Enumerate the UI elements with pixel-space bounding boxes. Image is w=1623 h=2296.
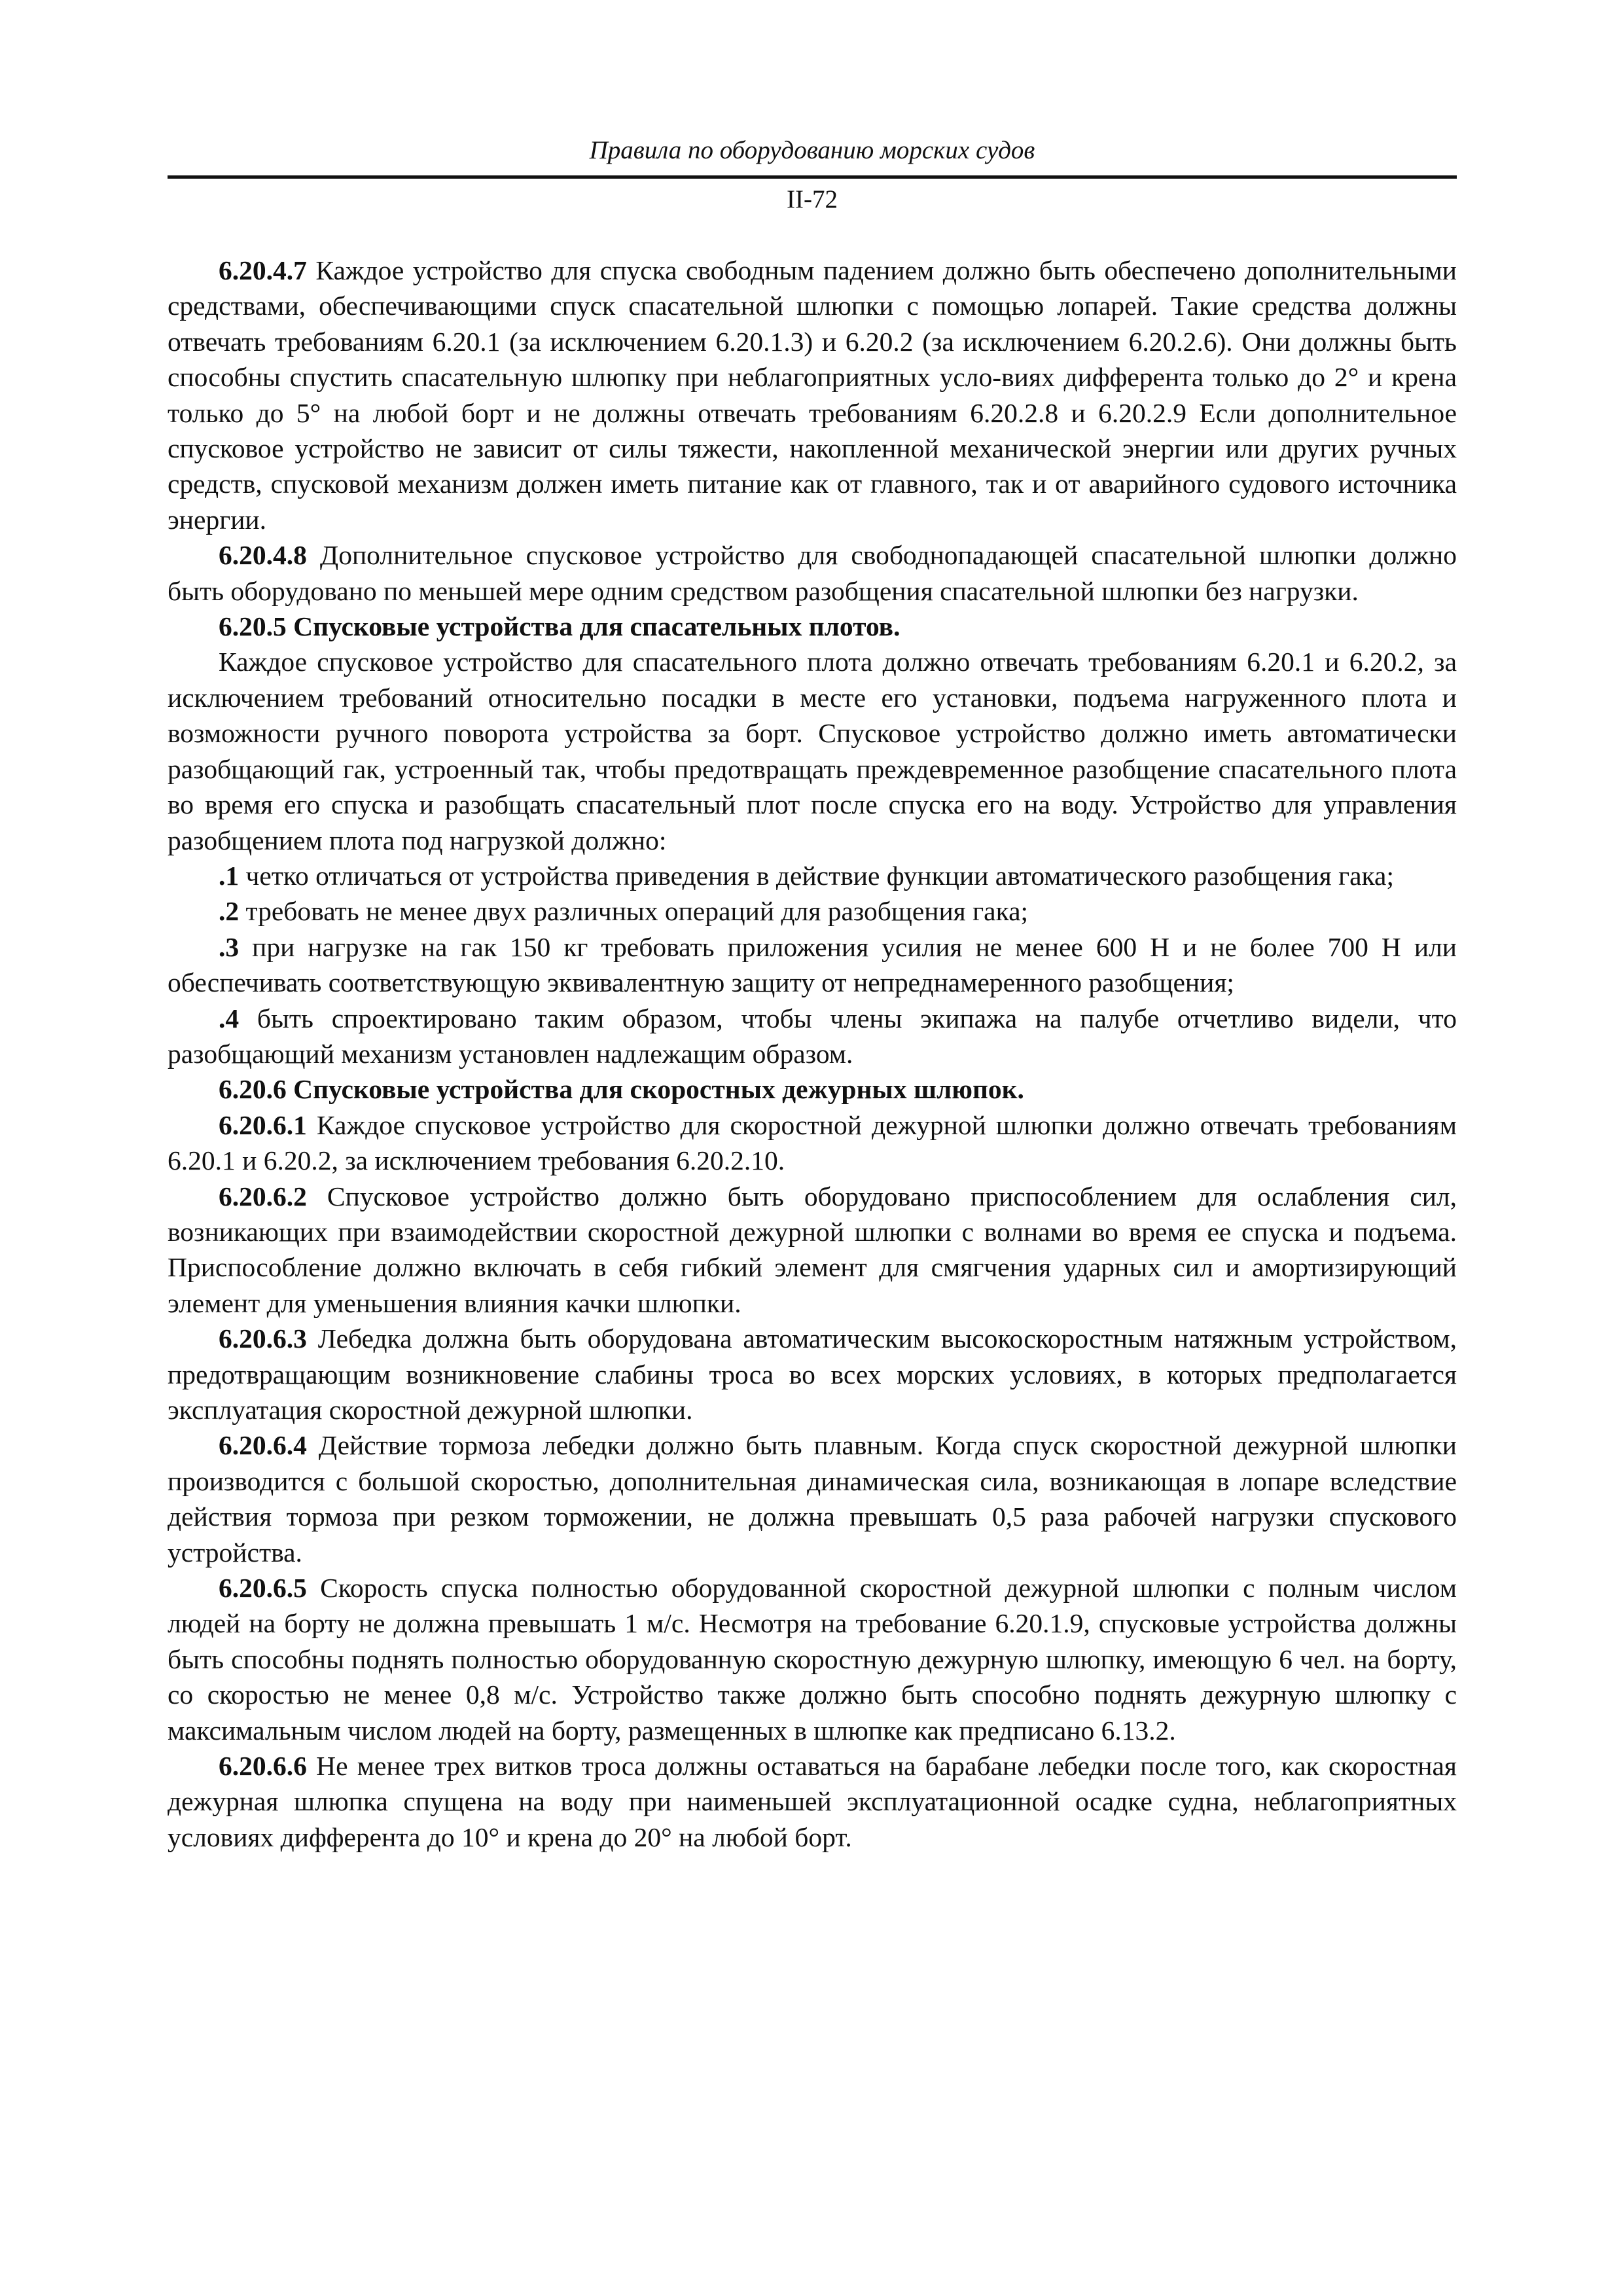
paragraph-6-20-6-2 [168, 1179, 1457, 1321]
paragraph-6-20-5-body [168, 644, 1457, 857]
clause-number: 6.20.6.3 [219, 1323, 307, 1354]
list-item-number: .4 [219, 1003, 240, 1033]
paragraph-text: Не менее трех витков троса должны оставаться на барабане лебедки после того, как скоростная дежурная шлюпка спущена на воду при наименьшей эксплуатационной осадке судна, неблагоприятных условиях дифферента до 10° и крена до 20° на любой борт. [168, 1751, 1457, 1852]
paragraph-text: Каждое спусковое устройство для скоростной дежурной шлюпки должно отвечать требованиям 6.20.1 и 6.20.2, за исключением требования 6.20.2.10. [168, 1109, 1457, 1176]
paragraph-text: Дополнительное спусковое устройство для свободнопадающей спасательной шлюпки должно быть оборудовано по меньшей мере одним средством разобщения спасательной шлюпки без нагрузки. [168, 540, 1457, 606]
paragraph-6-20-6-1 [168, 1107, 1457, 1179]
section-heading-text: Спусковые устройства для скоростных дежурных шлюпок. [286, 1074, 1024, 1105]
paragraph-text: Спусковое устройство должно быть оборудовано приспособлением для ослабления сил, возникающих при взаимодействии скоростной дежурной шлюпки с волнами во время ее спуска и подъема. Приспособление должно включать в себя гибкий элемент для смягчения ударных сил и амортизирующий элемент для уменьшения влияния качки шлюпки. [168, 1181, 1457, 1318]
document-body [168, 253, 1457, 1855]
clause-number: 6.20.6 [219, 1074, 287, 1105]
paragraph-text: Каждое спусковое устройство для спасательного плота должно отвечать требованиям 6.20.1 и 6.20.2, за исключением требований относительно посадки в месте его установки, подъема нагруженного плота и возможности ручного поворота устройства за борт. Спусковое устройство должно иметь автоматически разобщающий гак, устроенный так, чтобы предотвращать преждевременное разобщение спасательного плота во время его спуска и разобщать спасательный плот после спуска его на воду. Устройство для управления разобщением плота под нагрузкой должно: [168, 647, 1457, 855]
clause-number: 6.20.5 [219, 611, 287, 642]
list-item-number: .3 [219, 931, 240, 962]
clause-number: 6.20.6.2 [219, 1181, 307, 1211]
paragraph-6-20-4-8 [168, 537, 1457, 609]
list-item-4 [168, 1001, 1457, 1072]
list-item-1 [168, 858, 1457, 893]
list-item-2 [168, 893, 1457, 929]
running-header: Правила по оборудованию морских судов [589, 136, 1035, 164]
paragraph-text: Скорость спуска полностью оборудованной скоростной дежурной шлюпки с полным числом людей на борту не должна превышать 1 м/с. Несмотря на требование 6.20.1.9, спусковые устройства должны быть способны поднять полностью оборудованную скоростную дежурную шлюпку, имеющую 6 чел. на борту, со скоростью не менее 0,8 м/с. Устройство также должно быть способно поднять дежурную шлюпку с максимальным числом людей на борту, размещенных в шлюпке как предписано 6.13.2. [168, 1573, 1457, 1746]
list-item-number: .1 [219, 860, 240, 891]
list-item-3 [168, 929, 1457, 1001]
paragraph-6-20-6-4 [168, 1427, 1457, 1570]
clause-number: 6.20.6.1 [219, 1109, 307, 1140]
clause-number: 6.20.6.4 [219, 1430, 307, 1461]
header-rule [168, 175, 1457, 179]
clause-number: 6.20.4.7 [219, 255, 307, 285]
list-item-number: .2 [219, 896, 240, 927]
list-item-text: при нагрузке на гак 150 кг требовать приложения усилия не менее 600 Н и не более 700 Н или обеспечивать соответствующую эквивалентную защиту от непреднамеренного разобщения; [168, 931, 1457, 998]
paragraph-text: Лебедка должна быть оборудована автоматическим высокоскоростным натяжным устройством, предотвращающим возникновение слабины троса во всех морских условиях, в которых предполагается эксплуатация скоростной дежурной шлюпки. [168, 1323, 1457, 1425]
section-heading-6-20-6 [168, 1071, 1457, 1107]
paragraph-6-20-6-6 [168, 1748, 1457, 1855]
list-item-text: четко отличаться от устройства приведения в действие функции автоматического разобщения гака; [239, 860, 1395, 891]
paragraph-6-20-4-7 [168, 253, 1457, 537]
paragraph-6-20-6-3 [168, 1321, 1457, 1427]
paragraph-text: Действие тормоза лебедки должно быть плавным. Когда спуск скоростной дежурной шлюпки производится с большой скоростью, дополнительная динамическая сила, возникающая в лопаре вследствие действия тормоза при резком торможении, не должна превышать 0,5 раза рабочей нагрузки спускового устройства. [168, 1430, 1457, 1568]
section-heading-6-20-5 [168, 609, 1457, 644]
paragraph-6-20-6-5 [168, 1570, 1457, 1748]
clause-number: 6.20.4.8 [219, 540, 307, 571]
list-item-text: требовать не менее двух различных операций для разобщения гака; [239, 896, 1029, 927]
list-item-text: быть спроектировано таким образом, чтобы члены экипажа на палубе отчетливо видели, что разобщающий механизм установлен надлежащим образом. [168, 1003, 1457, 1069]
clause-number: 6.20.6.5 [219, 1573, 307, 1604]
clause-number: 6.20.6.6 [219, 1751, 307, 1782]
paragraph-text: Каждое устройство для спуска свободным падением должно быть обеспечено дополнительными средствами, обеспечивающими спуск спасательной шлюпки с помощью лопарей. Такие средства должны отвечать требованиям 6.20.1 (за исключением 6.20.1.3) и 6.20.2 (за исключением 6.20.2.6). Они должны быть способны спустить спасательную шлюпку при неблагоприятных усло-виях дифферента только до 2° и крена только до 5° на любой борт и не должны отвечать требованиям 6.20.2.8 и 6.20.2.9 Если дополнительное спусковое устройство не зависит от силы тяжести, накопленной механической энергии или других ручных средств, спусковой механизм должен иметь питание как от главного, так и от аварийного судового источника энергии. [168, 255, 1457, 535]
page-number: II-72 [787, 185, 838, 213]
section-heading-text: Спусковые устройства для спасательных плотов. [286, 611, 901, 642]
